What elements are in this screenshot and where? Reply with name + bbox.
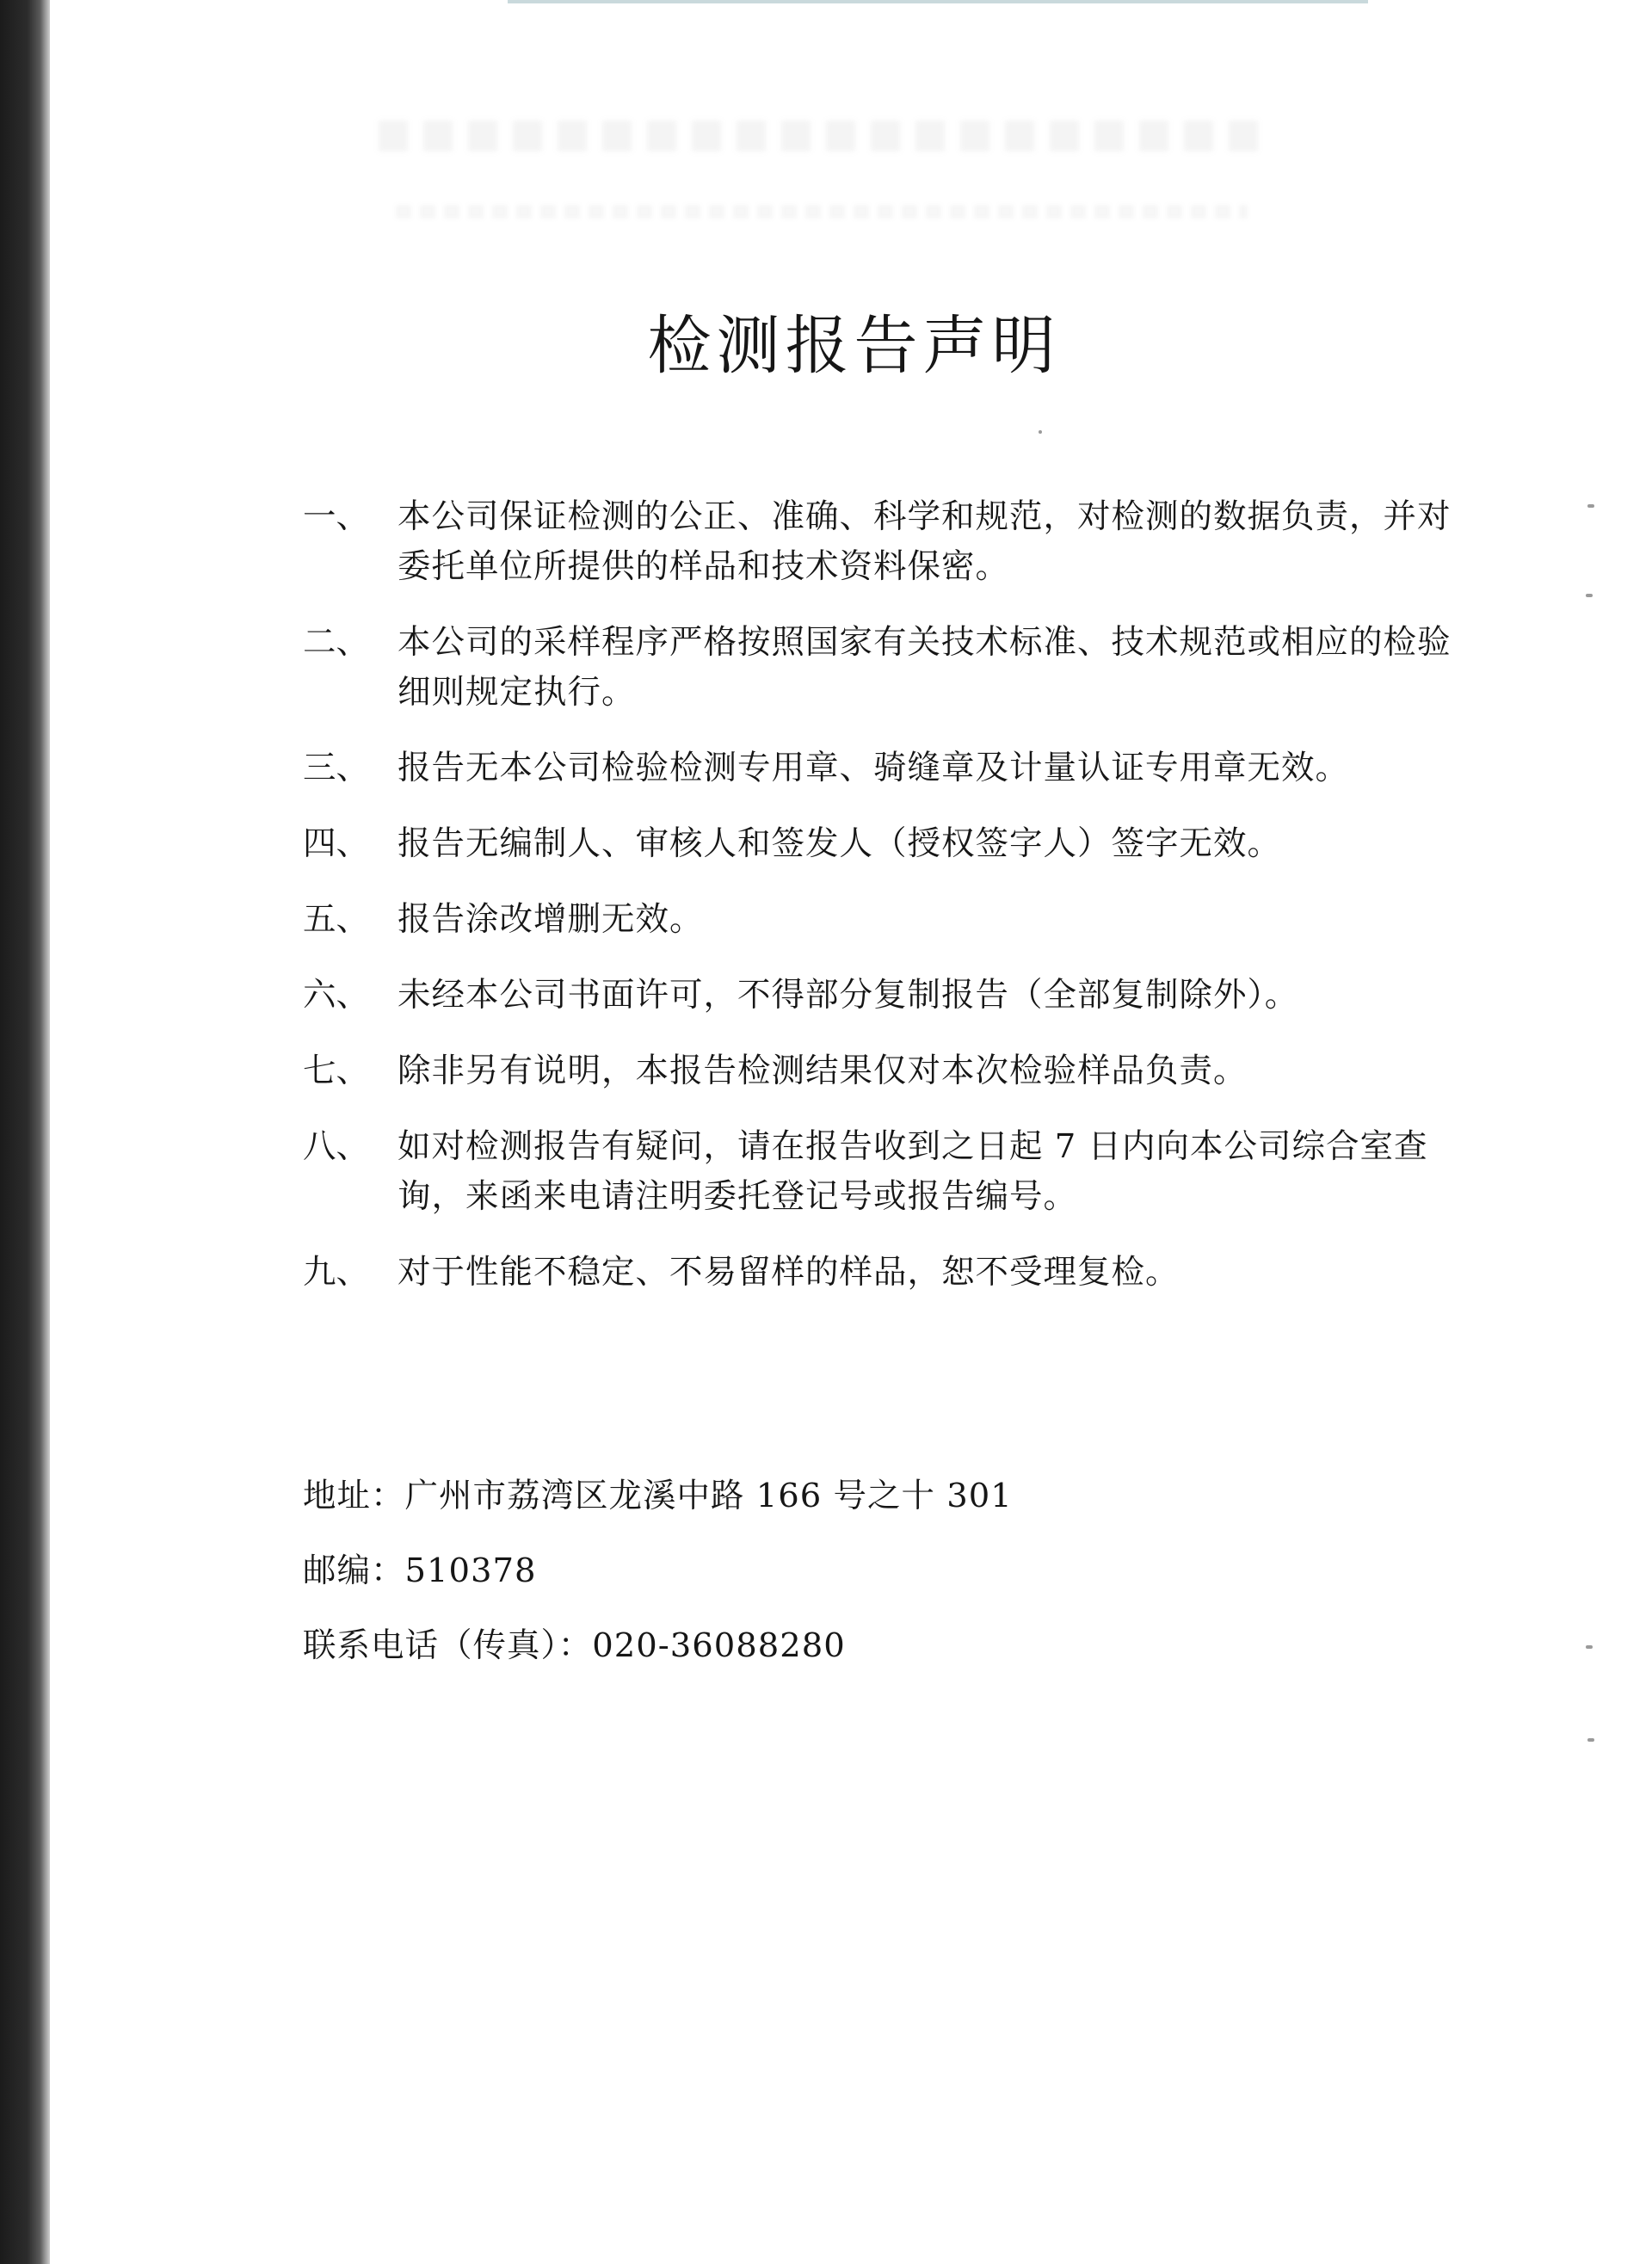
clause-text: 除非另有说明，本报告检测结果仅对本次检验样品负责。 (398, 1052, 1248, 1090)
phone-line (303, 1621, 1335, 1671)
declaration-clause-2 (303, 618, 1456, 718)
declaration-clause-5 (303, 895, 1456, 945)
scan-speck (1039, 430, 1042, 434)
contact-block (303, 1471, 1335, 1696)
bleed-through-header (379, 120, 1265, 151)
clause-number: 一、 (303, 497, 370, 536)
declaration-clause-6 (303, 971, 1456, 1021)
postcode-label: 邮编： (303, 1551, 405, 1590)
address-line (303, 1471, 1335, 1521)
scan-speck (1587, 504, 1594, 508)
phone-value: 020-36088280 (592, 1626, 846, 1665)
postcode-value: 510378 (404, 1551, 537, 1590)
address-value: 广州市荔湾区龙溪中路 166 号之十 301 (404, 1477, 1013, 1515)
declaration-clause-8 (303, 1122, 1456, 1222)
clause-text: 本公司保证检测的公正、准确、科学和规范，对检测的数据负责，并对委托单位所提供的样品和技术资料保密。 (398, 497, 1452, 586)
clause-number: 六、 (303, 976, 370, 1015)
declaration-clause-9 (303, 1248, 1456, 1298)
declaration-clause-1 (303, 492, 1456, 592)
phone-label: 联系电话（传真）： (303, 1626, 593, 1665)
clause-number: 九、 (303, 1253, 370, 1292)
declaration-clause-3 (303, 743, 1456, 793)
clause-text: 对于性能不稳定、不易留样的样品，恕不受理复检。 (398, 1253, 1180, 1292)
bleed-through-subheader (396, 205, 1248, 219)
clause-number: 七、 (303, 1052, 370, 1090)
scan-speck (1586, 594, 1593, 597)
clause-text: 报告涂改增删无效。 (398, 900, 704, 939)
postcode-line (303, 1546, 1335, 1596)
clause-text: 本公司的采样程序严格按照国家有关技术标准、技术规范或相应的检验细则规定执行。 (398, 623, 1452, 712)
scan-speck (1586, 1645, 1593, 1649)
declaration-clause-4 (303, 819, 1456, 869)
clause-text: 如对检测报告有疑问，请在报告收到之日起 7 日内向本公司综合室查询，来函来电请注明委托登记号或报告编号。 (398, 1127, 1428, 1216)
clause-number: 五、 (303, 900, 370, 939)
scan-top-line (508, 0, 1368, 3)
clause-text: 报告无本公司检验检测专用章、骑缝章及计量认证专用章无效。 (398, 749, 1350, 787)
clause-number: 三、 (303, 749, 370, 787)
scan-speck (1587, 1738, 1594, 1742)
page-title: 检测报告声明 (647, 309, 1061, 383)
clause-text: 未经本公司书面许可，不得部分复制报告（全部复制除外）。 (398, 976, 1299, 1015)
declaration-list (303, 492, 1456, 1323)
declaration-clause-7 (303, 1046, 1456, 1096)
clause-number: 四、 (303, 824, 370, 863)
clause-text: 报告无编制人、审核人和签发人（授权签字人）签字无效。 (398, 824, 1282, 863)
address-label: 地址： (303, 1477, 405, 1515)
clause-number: 二、 (303, 623, 370, 662)
clause-number: 八、 (303, 1127, 370, 1166)
